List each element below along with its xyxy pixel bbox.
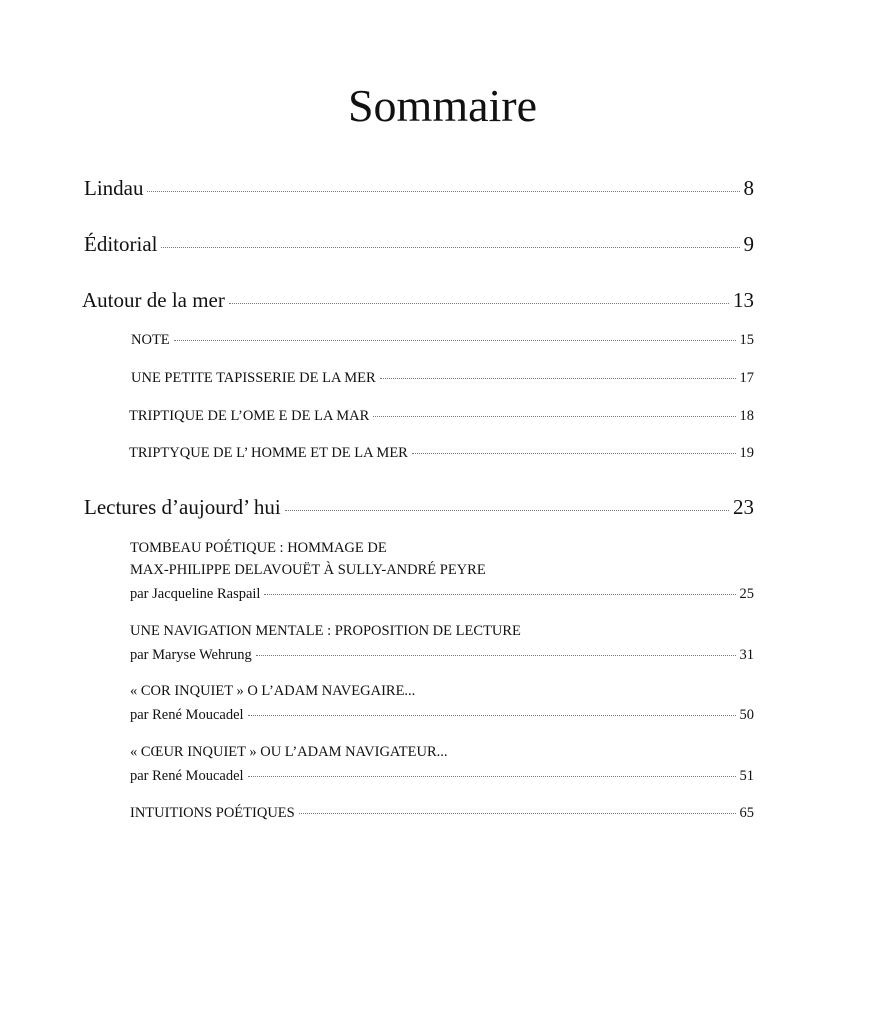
toc-subentry-label: NOTE (131, 332, 170, 348)
toc-subentry-title-line[interactable]: MAX-PHILIPPE DELAVOUËT À SULLY-ANDRÉ PEYRE (130, 562, 486, 578)
toc-subentry-label: UNE PETITE TAPISSERIE DE LA MER (131, 370, 376, 386)
toc-subentry-intuitions[interactable] (130, 805, 754, 822)
toc-author-label: par Jacqueline Raspail (130, 586, 261, 602)
dot-leader (299, 813, 736, 814)
toc-page-number: 8 (743, 176, 754, 200)
dot-leader (229, 303, 729, 304)
toc-author-label: par René Moucadel (130, 768, 244, 784)
dot-leader (373, 416, 735, 417)
toc-subentry-label: TRIPTIQUE DE L’OME E DE LA MAR (129, 408, 370, 424)
toc-entry-autour-de-la-mer[interactable] (82, 288, 754, 313)
toc-author-label: par René Moucadel (130, 707, 244, 723)
toc-subentry-label: TRIPTYQUE DE L’ HOMME ET DE LA MER (129, 445, 408, 461)
toc-subentry-author-row[interactable] (130, 647, 754, 664)
toc-entry-label: Autour de la mer (82, 288, 225, 312)
toc-subentry-title-line[interactable]: « CŒUR INQUIET » OU L’ADAM NAVIGATEUR... (130, 744, 448, 760)
toc-author-label: par Maryse Wehrung (130, 647, 252, 663)
dot-leader (147, 191, 739, 192)
toc-page-number: 23 (733, 495, 754, 519)
toc-page-number: 18 (739, 408, 754, 424)
toc-page-number: 31 (739, 647, 754, 663)
toc-subentry-note[interactable] (131, 332, 754, 349)
dot-leader (285, 510, 729, 511)
toc-subentry-title-line[interactable]: « COR INQUIET » O L’ADAM NAVEGAIRE... (130, 683, 416, 699)
toc-subentry-petite-tapisserie[interactable] (131, 370, 754, 387)
toc-page-number: 13 (733, 288, 754, 312)
toc-entry-label: Lindau (84, 176, 144, 200)
toc-page-number: 17 (739, 370, 754, 386)
toc-page-number: 19 (739, 445, 754, 461)
page-title: Sommaire (347, 80, 538, 131)
toc-page-number: 9 (743, 232, 754, 256)
dot-leader (248, 776, 736, 777)
toc-entry-lindau[interactable] (84, 176, 754, 201)
toc-subentry-author-row[interactable] (130, 586, 754, 603)
toc-page-number: 50 (739, 707, 754, 723)
toc-page-number: 25 (739, 586, 754, 602)
toc-subentry-label: INTUITIONS POÉTIQUES (130, 805, 295, 821)
toc-subentry-triptyque-homme[interactable] (129, 445, 754, 462)
toc-subentry-author-row[interactable] (130, 768, 754, 785)
toc-entry-label: Lectures d’aujourd’ hui (84, 495, 281, 519)
toc-page-number: 65 (739, 805, 754, 821)
dot-leader (161, 247, 739, 248)
toc-entry-label: Éditorial (84, 232, 158, 256)
dot-leader (264, 594, 735, 595)
toc-subentry-title-line[interactable]: UNE NAVIGATION MENTALE : PROPOSITION DE LECTURE (130, 623, 521, 639)
dot-leader (174, 340, 736, 341)
toc-entry-editorial[interactable] (84, 232, 754, 257)
dot-leader (412, 453, 736, 454)
toc-page-number: 51 (739, 768, 754, 784)
dot-leader (380, 378, 736, 379)
toc-subentry-author-row[interactable] (130, 707, 754, 724)
toc-page-number: 15 (739, 332, 754, 348)
toc-entry-lectures[interactable] (84, 495, 754, 520)
toc-subentry-title-line[interactable]: TOMBEAU POÉTIQUE : HOMMAGE DE (130, 540, 387, 556)
toc-subentry-triptique-ome[interactable] (129, 408, 754, 425)
dot-leader (256, 655, 736, 656)
dot-leader (248, 715, 736, 716)
